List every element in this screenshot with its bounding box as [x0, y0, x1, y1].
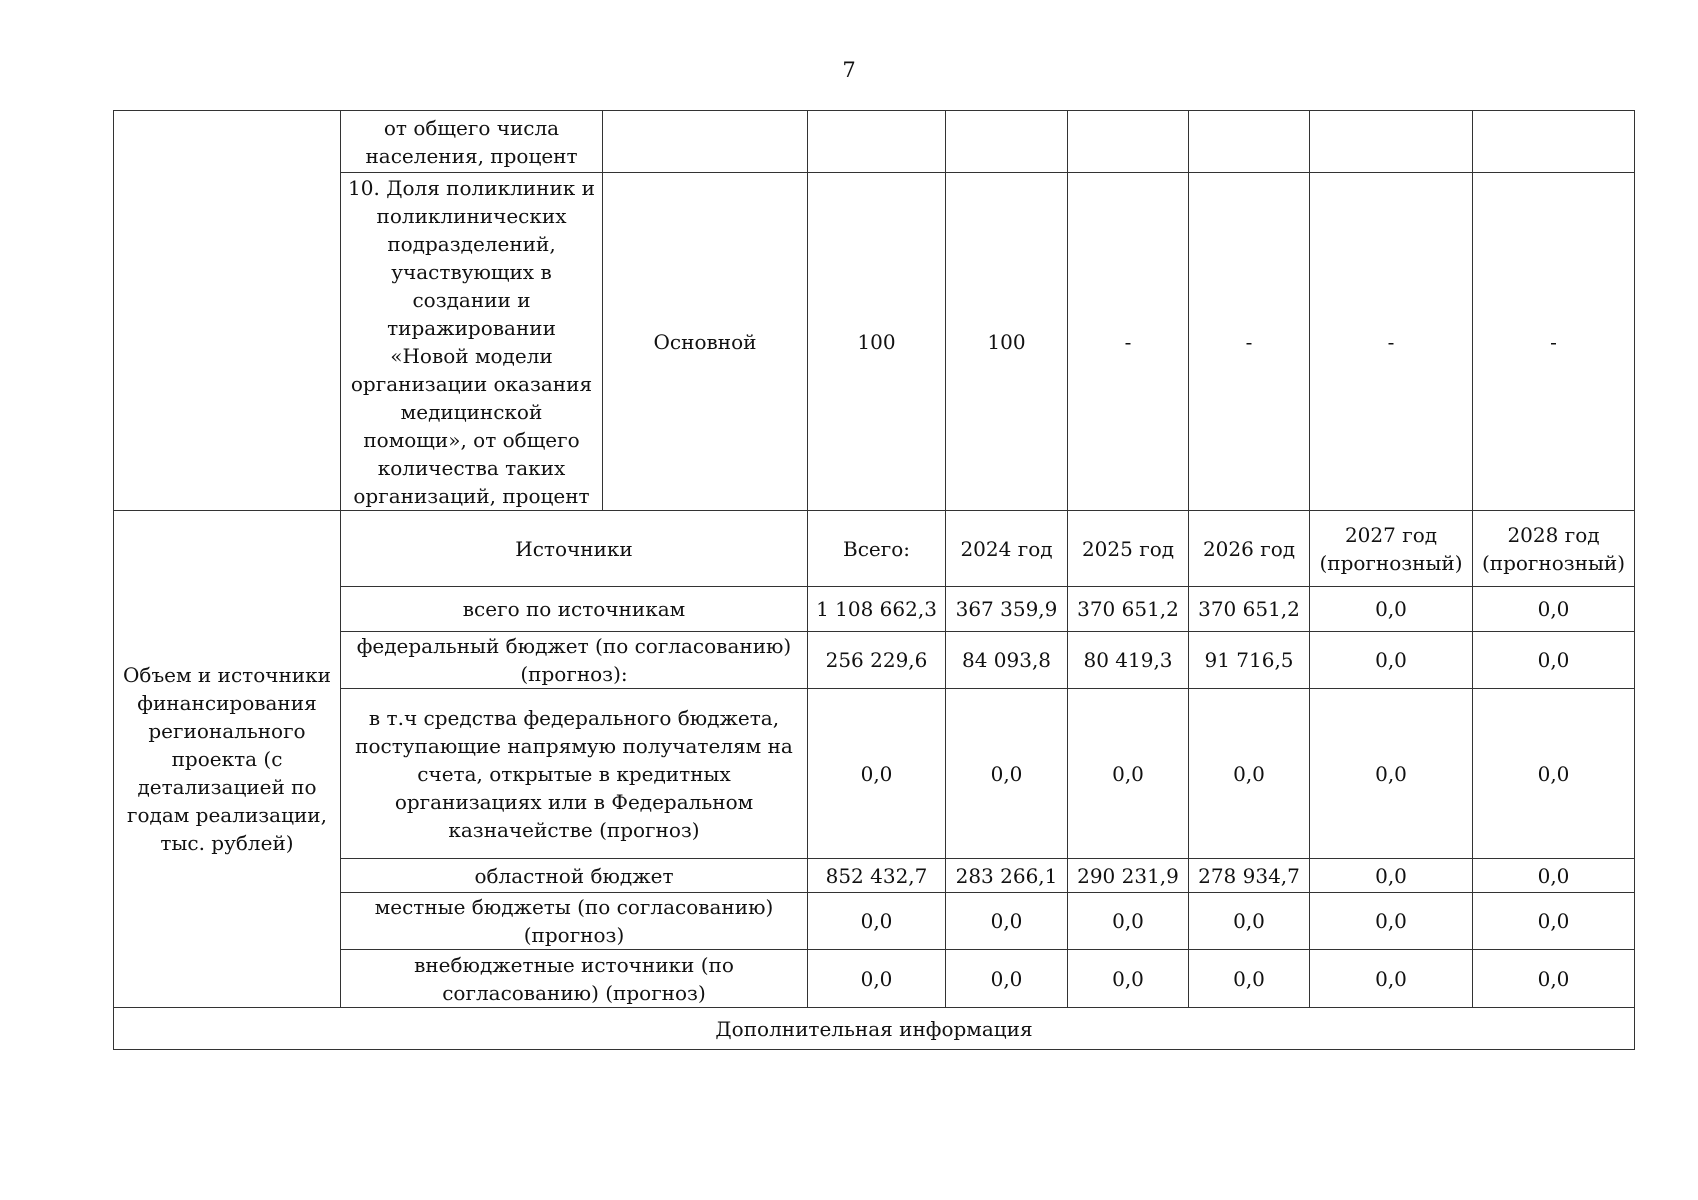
finance-header-row [114, 511, 1635, 587]
indicator-value: - [1473, 173, 1635, 511]
finance-row [114, 893, 1635, 950]
finance-value: 0,0 [1189, 689, 1310, 859]
finance-header-total: Всего: [808, 511, 946, 587]
indicator-section-label-cell [114, 111, 341, 511]
finance-header-sources: Источники [341, 511, 808, 587]
finance-value: 80 419,3 [1068, 632, 1189, 689]
finance-value: 0,0 [946, 689, 1068, 859]
finance-source: местные бюджеты (по согласованию) (прогноз) [341, 893, 808, 950]
indicator-value [1473, 111, 1635, 173]
finance-value: 0,0 [1310, 859, 1473, 893]
finance-value: 256 229,6 [808, 632, 946, 689]
indicator-value: 100 [808, 173, 946, 511]
finance-row [114, 632, 1635, 689]
finance-value: 0,0 [1068, 893, 1189, 950]
finance-value: 0,0 [808, 893, 946, 950]
finance-row [114, 689, 1635, 859]
finance-value: 0,0 [1189, 950, 1310, 1008]
finance-value: 0,0 [946, 950, 1068, 1008]
finance-value: 852 432,7 [808, 859, 946, 893]
finance-value: 1 108 662,3 [808, 587, 946, 632]
finance-header-year: 2025 год [1068, 511, 1189, 587]
finance-row [114, 950, 1635, 1008]
finance-value: 370 651,2 [1068, 587, 1189, 632]
indicator-value: - [1068, 173, 1189, 511]
finance-value: 0,0 [1310, 950, 1473, 1008]
finance-source: областной бюджет [341, 859, 808, 893]
finance-header-year: 2024 год [946, 511, 1068, 587]
finance-value: 91 716,5 [1189, 632, 1310, 689]
finance-header-year: 2028 год (прогнозный) [1473, 511, 1635, 587]
finance-value: 0,0 [1310, 632, 1473, 689]
finance-source: всего по источникам [341, 587, 808, 632]
finance-value: 0,0 [946, 893, 1068, 950]
project-passport-table [113, 110, 1635, 1050]
indicator-name: от общего числа населения, процент [341, 111, 603, 173]
indicator-value [946, 111, 1068, 173]
finance-value: 0,0 [1473, 950, 1635, 1008]
finance-value: 0,0 [1473, 859, 1635, 893]
finance-value: 0,0 [808, 950, 946, 1008]
finance-value: 0,0 [1310, 587, 1473, 632]
finance-value: 0,0 [1310, 689, 1473, 859]
indicator-value: - [1310, 173, 1473, 511]
finance-value: 0,0 [808, 689, 946, 859]
finance-value: 290 231,9 [1068, 859, 1189, 893]
indicator-name: 10. Доля поликлиник и поликлинических подразделений, участвующих в создании и тиражировании «Новой модели организации оказания медицинской помощи», от общего количества таких организаций, процент [341, 173, 603, 511]
finance-row [114, 587, 1635, 632]
finance-source: внебюджетные источники (по согласованию) (прогноз) [341, 950, 808, 1008]
finance-value: 370 651,2 [1189, 587, 1310, 632]
finance-value: 0,0 [1189, 893, 1310, 950]
finance-value: 283 266,1 [946, 859, 1068, 893]
indicator-value: - [1189, 173, 1310, 511]
finance-value: 0,0 [1068, 950, 1189, 1008]
finance-value: 278 934,7 [1189, 859, 1310, 893]
finance-row [114, 859, 1635, 893]
finance-value: 0,0 [1068, 689, 1189, 859]
additional-info-row [114, 1008, 1635, 1050]
indicator-value [808, 111, 946, 173]
finance-section-label: Объем и источники финансирования регионального проекта (с детализацией по годам реализации, тыс. рублей) [114, 511, 341, 1008]
finance-value: 84 093,8 [946, 632, 1068, 689]
finance-source: в т.ч средства федерального бюджета, поступающие напрямую получателям на счета, открытые в кредитных организациях или в Федеральном казначействе (прогноз) [341, 689, 808, 859]
indicator-row-10 [114, 173, 1635, 511]
finance-value: 0,0 [1473, 893, 1635, 950]
indicator-type: Основной [603, 173, 808, 511]
indicator-value [1068, 111, 1189, 173]
indicator-row-9-tail [114, 111, 1635, 173]
finance-value: 0,0 [1473, 587, 1635, 632]
finance-value: 367 359,9 [946, 587, 1068, 632]
indicator-value: 100 [946, 173, 1068, 511]
finance-header-year: 2027 год (прогнозный) [1310, 511, 1473, 587]
additional-info-label: Дополнительная информация [114, 1008, 1635, 1050]
finance-header-year: 2026 год [1189, 511, 1310, 587]
finance-source: федеральный бюджет (по согласованию) (прогноз): [341, 632, 808, 689]
indicator-type [603, 111, 808, 173]
indicator-value [1189, 111, 1310, 173]
indicator-value [1310, 111, 1473, 173]
finance-value: 0,0 [1473, 632, 1635, 689]
finance-value: 0,0 [1310, 893, 1473, 950]
page-number: 7 [842, 58, 856, 82]
finance-value: 0,0 [1473, 689, 1635, 859]
